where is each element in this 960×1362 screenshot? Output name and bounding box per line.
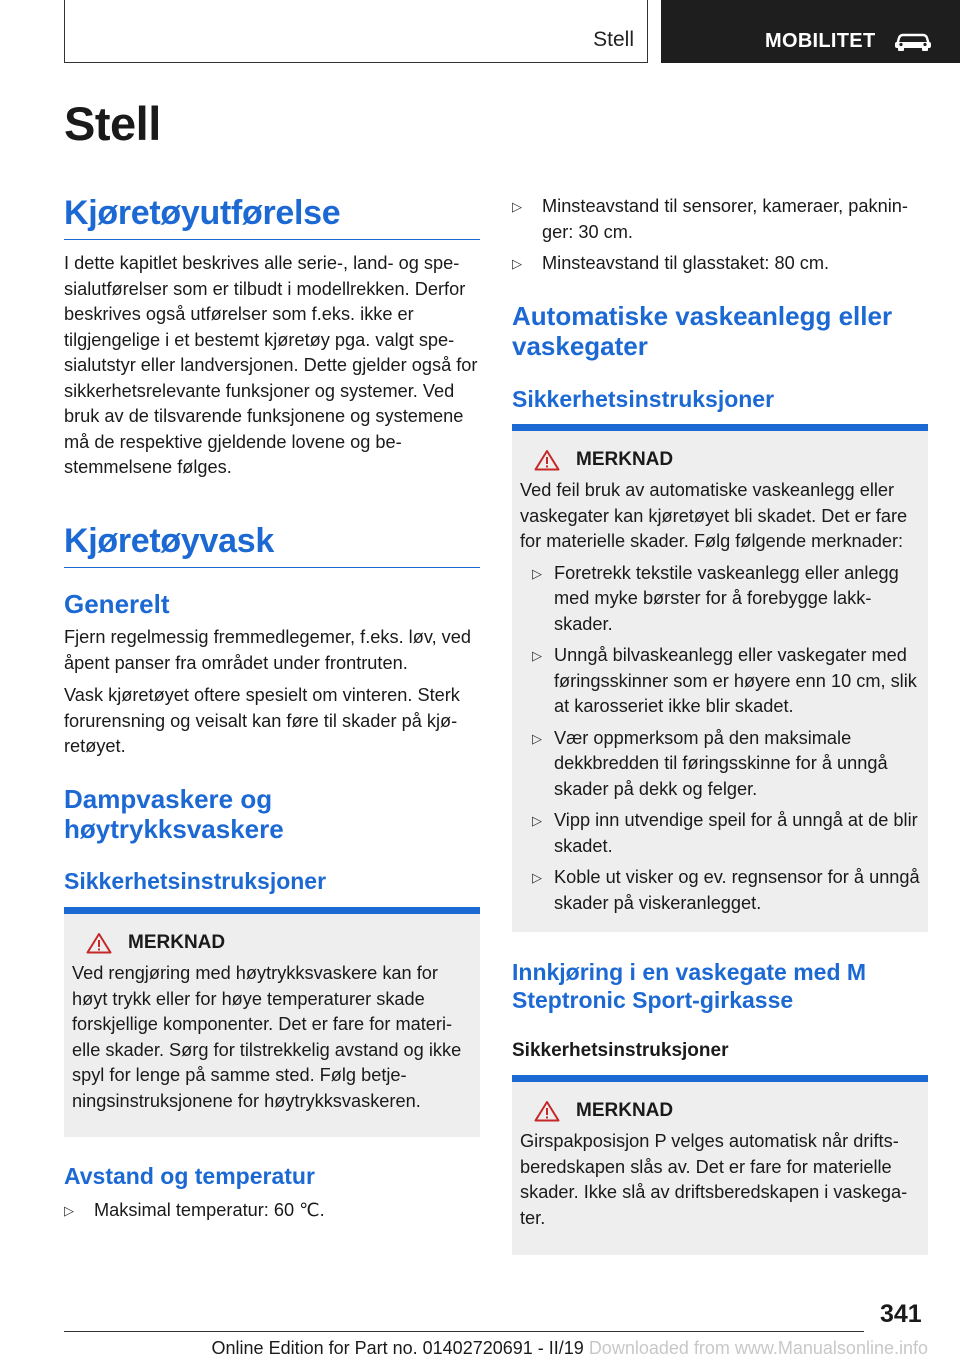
warning-icon xyxy=(86,932,112,954)
note-text: Ved rengjøring med høytrykksvaskere kan for høyt trykk eller for høye temperaturer skade forskjellige komponenter. Det er fare for materielle skader. Sørg for tilstrekkelig avstand og ikke spyl for lenge på samme sted. Følg betjeningsinstruksjonene for høytrykksvaskeren. xyxy=(72,963,462,1111)
note-list-item-text: Unngå bilvaskeanlegg eller vaskegater med føringsskinner som er høyere enn 10 cm, slik at karosseriet ikke blir skadet. xyxy=(554,645,917,716)
heading-sikkerhet-left: Sikkerhetsinstruksjoner xyxy=(64,868,327,894)
triangle-bullet-icon: ▷ xyxy=(532,648,542,663)
paragraph-generelt-2: Vask kjøretøyet oftere spesielt om vinteren. Sterk forurensning og veisalt kan føre til skader på kjøretøyet. xyxy=(64,685,460,756)
list-item-sensor-distance xyxy=(512,194,928,245)
note-box-pressure-washer xyxy=(64,907,480,1137)
note-list-item xyxy=(520,561,920,638)
heading-automatiske: Automatiske vaskeanlegg eller vaskegater xyxy=(512,301,893,361)
header-chapter-tab xyxy=(661,0,960,63)
note-title xyxy=(520,449,920,471)
paragraph-intro: I dette kapitlet beskrives alle serie-, land- og spesialutførelser som er tilbudt i modellrekken. Derfor beskrives også utførelser som f.eks. ikke er tilgjengelige i et bestemt kjøretøy pga. valgt spesialutstyr eller landversjonen. Dette gjelder også for sikkerhetsrelevante funksjoner og systemer. Ved bruk av de tilsvarende funksjonene og systemene må de respektive gjeldende lovene og bestemmelsene følges. xyxy=(64,253,478,477)
heading-innkjoring: Innkjøring i en vaskegate med M Steptronic Sport-girkasse xyxy=(512,959,867,1013)
triangle-bullet-icon: ▷ xyxy=(512,256,522,271)
triangle-bullet-icon: ▷ xyxy=(512,199,522,214)
header-section-tab xyxy=(64,0,648,63)
note-list-item xyxy=(520,865,920,916)
heading-sikkerhet-right-2: Sikkerhetsinstruksjoner xyxy=(512,1040,729,1061)
note-list-item xyxy=(520,643,920,720)
heading-generelt: Generelt xyxy=(64,589,170,619)
note-list-item-text: Koble ut visker og ev. regnsensor for å unngå skader på viskeranlegget. xyxy=(554,867,920,913)
note-list-item xyxy=(520,808,920,859)
note-text: Girspakposisjon P velges automatisk når driftsberedskapen slås av. Det er fare for materielle skader. Ikke slå av driftsberedskapen i vaskegater. xyxy=(520,1131,908,1228)
note-text: Ved feil bruk av automatiske vaskeanlegg eller vaskegater kan kjøretøyet bli skadet. Det er fare for materielle skader. Følg følgende merknader: xyxy=(520,480,908,551)
note-list-item-text: Vær oppmerksom på den maksimale dekkbredden til føringsskinne for å unngå skader på dekk og felger. xyxy=(554,727,888,799)
note-title-label: MERKNAD xyxy=(576,449,674,470)
list-item-text: Minsteavstand til sensorer, kameraer, pakninger: 30 cm. xyxy=(542,196,908,242)
note-box-gear-position xyxy=(512,1075,928,1255)
page-number: 341 xyxy=(880,1300,922,1328)
header-chapter-label: MOBILITET xyxy=(765,30,876,52)
warning-icon xyxy=(534,1100,560,1122)
footer-divider xyxy=(64,1331,864,1332)
triangle-bullet-icon: ▷ xyxy=(532,565,542,581)
footer-text xyxy=(0,1338,928,1359)
list-item-text: Maksimal temperatur: 60 ℃. xyxy=(94,1200,325,1220)
note-list-item-text: Foretrekk tekstile vaskeanlegg eller anlegg med myke børster for å forebygge lakkskader. xyxy=(554,562,899,634)
note-title-label: MERKNAD xyxy=(576,1100,674,1121)
triangle-bullet-icon: ▷ xyxy=(532,730,542,746)
note-list-item xyxy=(520,726,920,803)
triangle-bullet-icon: ▷ xyxy=(64,1203,74,1218)
note-title-label: MERKNAD xyxy=(128,932,226,953)
warning-icon xyxy=(534,449,560,471)
triangle-bullet-icon: ▷ xyxy=(532,870,542,885)
list-item-text: Minsteavstand til glasstaket: 80 cm. xyxy=(542,253,830,273)
car-icon xyxy=(893,30,933,52)
list-item-temperature xyxy=(64,1198,480,1224)
heading-sikkerhet-right: Sikkerhetsinstruksjoner xyxy=(512,386,775,412)
heading-avstand: Avstand og temperatur xyxy=(64,1163,315,1189)
heading-dampvaskere: Dampvaskere og høytrykksvaskere xyxy=(64,784,284,844)
heading-kjoretoyutforelse: Kjøretøyutførelse xyxy=(64,194,480,240)
paragraph-generelt-1: Fjern regelmessig fremmedlegemer, f.eks. løv, ved åpent panser fra området under frontruten. xyxy=(64,627,471,673)
header-section-label: Stell xyxy=(593,28,634,51)
note-list-item-text: Vipp inn utvendige speil for å unngå at de blir skadet. xyxy=(554,810,918,856)
note-box-car-wash xyxy=(512,424,928,932)
list-item-glass-distance xyxy=(512,251,928,277)
triangle-bullet-icon: ▷ xyxy=(532,813,542,828)
footer-watermark: Downloaded from www.Manualsonline.info xyxy=(588,1338,928,1358)
note-title xyxy=(520,1100,920,1122)
footer-edition: Online Edition for Part no. 01402720691 - II/19 xyxy=(211,1338,584,1358)
note-title xyxy=(72,932,472,954)
page-title: Stell xyxy=(64,97,161,150)
heading-kjoretoyvask: Kjøretøyvask xyxy=(64,522,480,568)
